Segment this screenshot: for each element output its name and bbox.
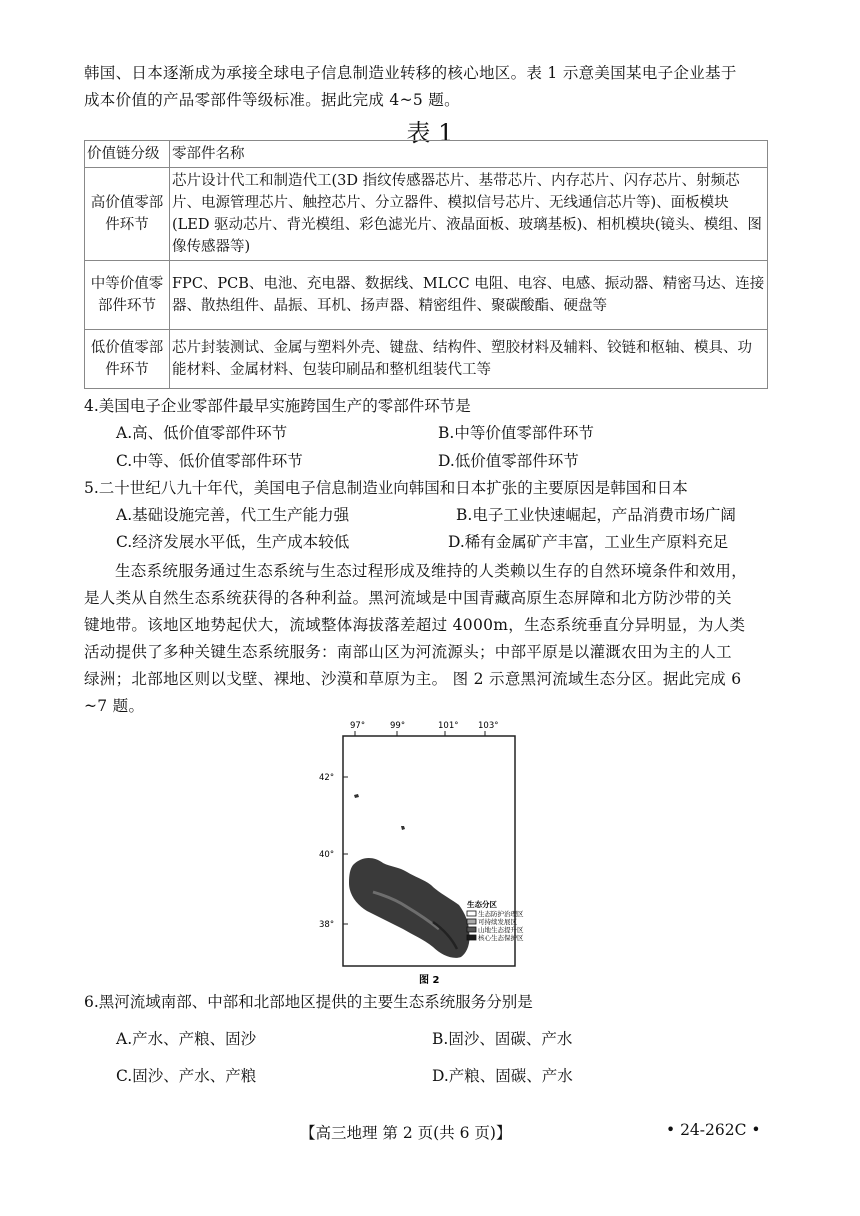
legend-title: 生态分区: [467, 900, 497, 909]
passage-2: [84, 558, 784, 720]
q5-option-d: D.稀有金属矿产丰富，工业生产原料充足: [448, 533, 729, 551]
lon-label: 101°: [438, 721, 459, 731]
q6-option-a: A.产水、产粮、固沙: [116, 1030, 257, 1048]
level-cell: 中等价值零部件环节: [85, 261, 170, 330]
level-cell: 低价值零部件环节: [85, 330, 170, 389]
passage-line: ~7 题。: [84, 697, 145, 715]
question-4-stem: 4.美国电子企业零部件最早实施跨国生产的零部件环节是: [84, 397, 471, 415]
table-row: [85, 168, 768, 261]
heihe-basin-map: [319, 717, 524, 989]
intro-paragraph: [84, 60, 784, 114]
q5-option-b: B.电子工业快速崛起，产品消费市场广阔: [456, 506, 736, 524]
passage-line: 是人类从自然生态系统获得的各种利益。黑河流域是中国青藏高原生态屏障和北方防沙带的关: [84, 589, 732, 607]
exam-code: • 24-262C •: [666, 1121, 761, 1139]
passage-line: 活动提供了多种关键生态系统服务：南部山区为河流源头；中部平原是以灌溉农田为主的人工: [84, 643, 732, 661]
table-header-row: [85, 141, 768, 168]
q4-option-d: D.低价值零部件环节: [438, 452, 579, 470]
passage-line: 键地带。该地区地势起伏大，流域整体海拔落差超过 4000m，生态系统垂直分异明显，为人类: [84, 616, 746, 634]
q5-option-c: C.经济发展水平低，生产成本较低: [116, 533, 350, 551]
parts-cell: 芯片设计代工和制造代工(3D 指纹传感器芯片、基带芯片、内存芯片、闪存芯片、射频芯片、电源管理芯片、触控芯片、分立器件、模拟信号芯片、无线通信芯片等)、面板模块(LED 驱动芯片、背光模组、彩色滤光片、液晶面板、玻璃基板)、相机模块(镜头、模组、图像传感器等): [170, 168, 768, 261]
q5-option-a: A.基础设施完善，代工生产能力强: [116, 506, 350, 524]
q6-option-d: D.产粮、固碳、产水: [432, 1067, 573, 1085]
lon-label: 99°: [390, 721, 406, 731]
lon-label: 103°: [478, 721, 499, 731]
q4-option-c: C.中等、低价值零部件环节: [116, 452, 303, 470]
level-cell: 高价值零部件环节: [85, 168, 170, 261]
legend-item: 核心生态保护区: [478, 934, 524, 942]
q4-option-a: A.高、低价值零部件环节: [116, 424, 288, 442]
table-row: [85, 261, 768, 330]
q6-option-b: B.固沙、固碳、产水: [432, 1030, 573, 1048]
legend-item: 生态防护治理区: [478, 910, 524, 918]
parts-cell: 芯片封装测试、金属与塑料外壳、键盘、结构件、塑胶材料及辅料、铰链和枢轴、模具、功能材料、金属材料、包装印刷品和整机组装代工等: [170, 330, 768, 389]
table-row: [85, 330, 768, 389]
parts-cell: FPC、PCB、电池、充电器、数据线、MLCC 电阻、电容、电感、振动器、精密马达、连接器、散热组件、晶振、耳机、扬声器、精密组件、聚碳酸酯、硬盘等: [170, 261, 768, 330]
question-5-stem: 5.二十世纪八九十年代，美国电子信息制造业向韩国和日本扩张的主要原因是韩国和日本: [84, 479, 688, 497]
table-title: 表 1: [406, 119, 454, 147]
lat-label: 40°: [319, 850, 335, 860]
lon-label: 97°: [350, 721, 366, 731]
intro-line: 韩国、日本逐渐成为承接全球电子信息制造业转移的核心地区。表 1 示意美国某电子企业基于: [84, 64, 737, 82]
passage-line: 生态系统服务通过生态系统与生态过程形成及维持的人类赖以生存的自然环境条件和效用，: [115, 562, 748, 580]
figure-caption: 图 2: [419, 975, 440, 986]
lat-label: 42°: [319, 773, 335, 783]
legend-item: 山地生态提升区: [478, 926, 524, 934]
table-header-cell: 价值链分级: [85, 141, 170, 168]
legend-item: 可持续发展区: [478, 918, 517, 926]
intro-line: 成本价值的产品零部件等级标准。据此完成 4~5 题。: [84, 91, 460, 109]
q4-option-b: B.中等价值零部件环节: [438, 424, 594, 442]
q6-option-c: C.固沙、产水、产粮: [116, 1067, 257, 1085]
page-number: 【高三地理 第 2 页(共 6 页)】: [300, 1124, 512, 1142]
table-header-cell: 零部件名称: [170, 141, 768, 168]
lat-label: 38°: [319, 920, 335, 930]
parts-value-table: [84, 140, 768, 389]
passage-line: 绿洲；北部地区则以戈壁、裸地、沙漠和草原为主。 图 2 示意黑河流域生态分区。据此完成 6: [84, 670, 742, 688]
question-6-stem: 6.黑河流域南部、中部和北部地区提供的主要生态系统服务分别是: [84, 993, 533, 1011]
